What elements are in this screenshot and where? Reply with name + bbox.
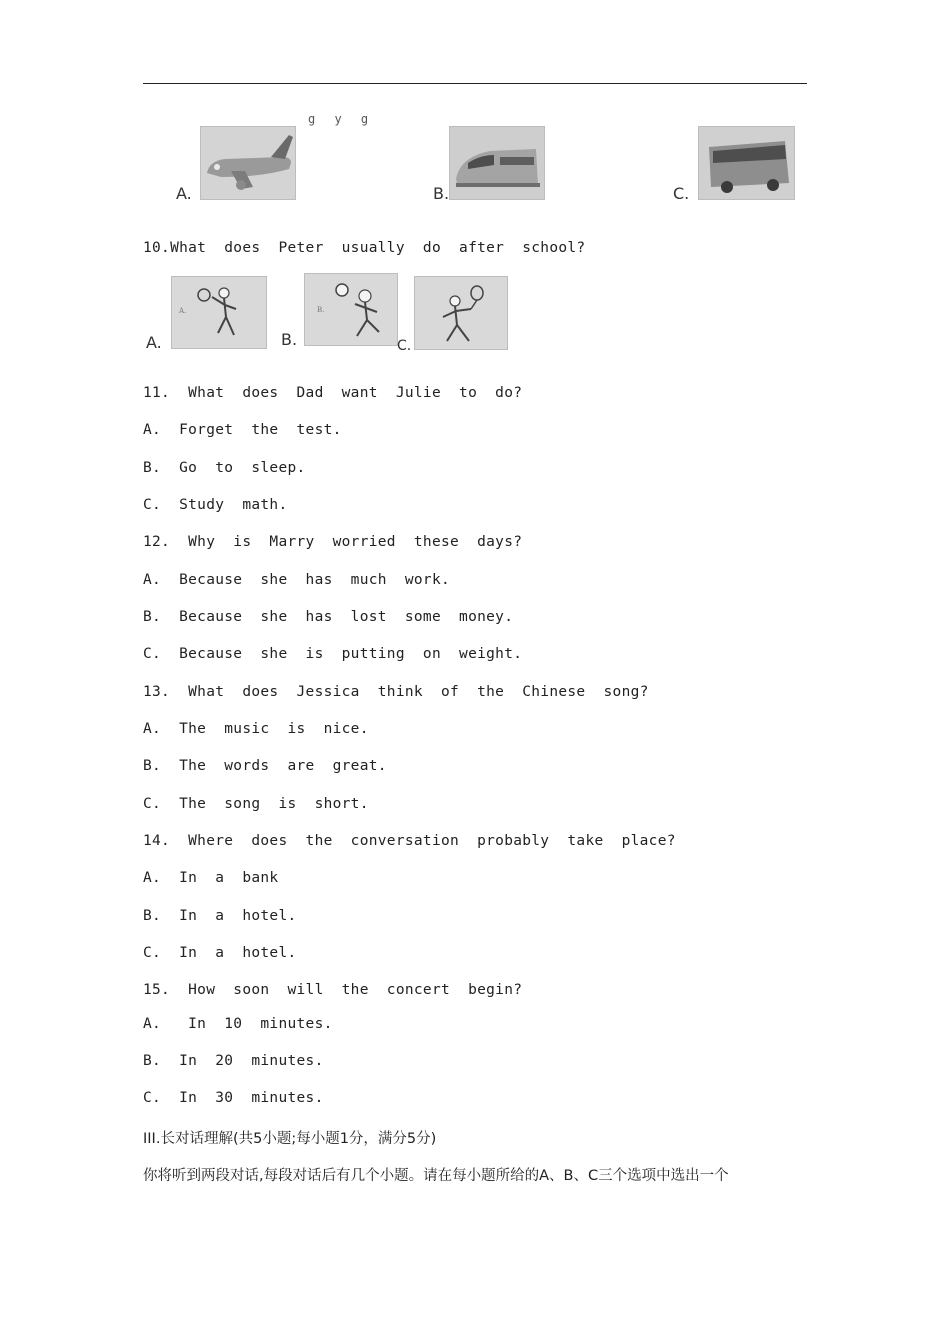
option-11-a: A. Forget the test. — [143, 422, 342, 438]
option-15-b: B. In 20 minutes. — [143, 1053, 324, 1069]
question-14: 14. Where does the conversation probably take place? — [143, 833, 676, 849]
train-icon — [449, 126, 545, 200]
option-13-a: A. The music is nice. — [143, 721, 369, 737]
option-14-c: C. In a hotel. — [143, 945, 297, 961]
question-12: 12. Why is Marry worried these days? — [143, 534, 523, 550]
header-rule — [143, 83, 807, 84]
option-12-a: A. Because she has much work. — [143, 572, 451, 588]
soccer-player-icon — [304, 273, 398, 346]
question-11: 11. What does Dad want Julie to do? — [143, 385, 523, 401]
option-11-b: B. Go to sleep. — [143, 460, 306, 476]
option-11-c: C. Study math. — [143, 497, 288, 513]
option-letter-b: B. — [281, 330, 298, 349]
option-14-a: A. In a bank — [143, 870, 279, 886]
section-instruction: 你将听到两段对话,每段对话后有几个小题。请在每小题所给的A、B、C三个选项中选出一个 — [143, 1168, 729, 1184]
tennis-player-icon — [414, 276, 508, 350]
option-15-a: A. In 10 minutes. — [143, 1016, 333, 1032]
bus-icon — [698, 126, 795, 200]
basketball-player-icon — [171, 276, 267, 349]
picture-label: B. — [317, 306, 325, 314]
option-12-c: C. Because she is putting on weight. — [143, 646, 523, 662]
airplane-icon — [200, 126, 296, 200]
question-10: 10.What does Peter usually do after school? — [143, 240, 586, 256]
option-letter-c: C. — [673, 184, 690, 203]
question-15: 15. How soon will the concert begin? — [143, 982, 523, 998]
option-12-b: B. Because she has lost some money. — [143, 609, 514, 625]
option-13-c: C. The song is short. — [143, 796, 369, 812]
option-letter-a: A. — [176, 184, 192, 203]
section-heading: III.长对话理解(共5小题;每小题1分，满分5分) — [143, 1131, 437, 1147]
option-letter-b: B. — [433, 184, 450, 203]
option-15-c: C. In 30 minutes. — [143, 1090, 324, 1106]
option-letter-c: C. — [397, 338, 412, 354]
question-13: 13. What does Jessica think of the Chinese song? — [143, 684, 649, 700]
picture-label: A. — [179, 307, 187, 315]
option-13-b: B. The words are great. — [143, 758, 387, 774]
option-14-b: B. In a hotel. — [143, 908, 297, 924]
option-letter-a: A. — [146, 333, 162, 352]
cut-off-text: g y g — [308, 112, 375, 126]
